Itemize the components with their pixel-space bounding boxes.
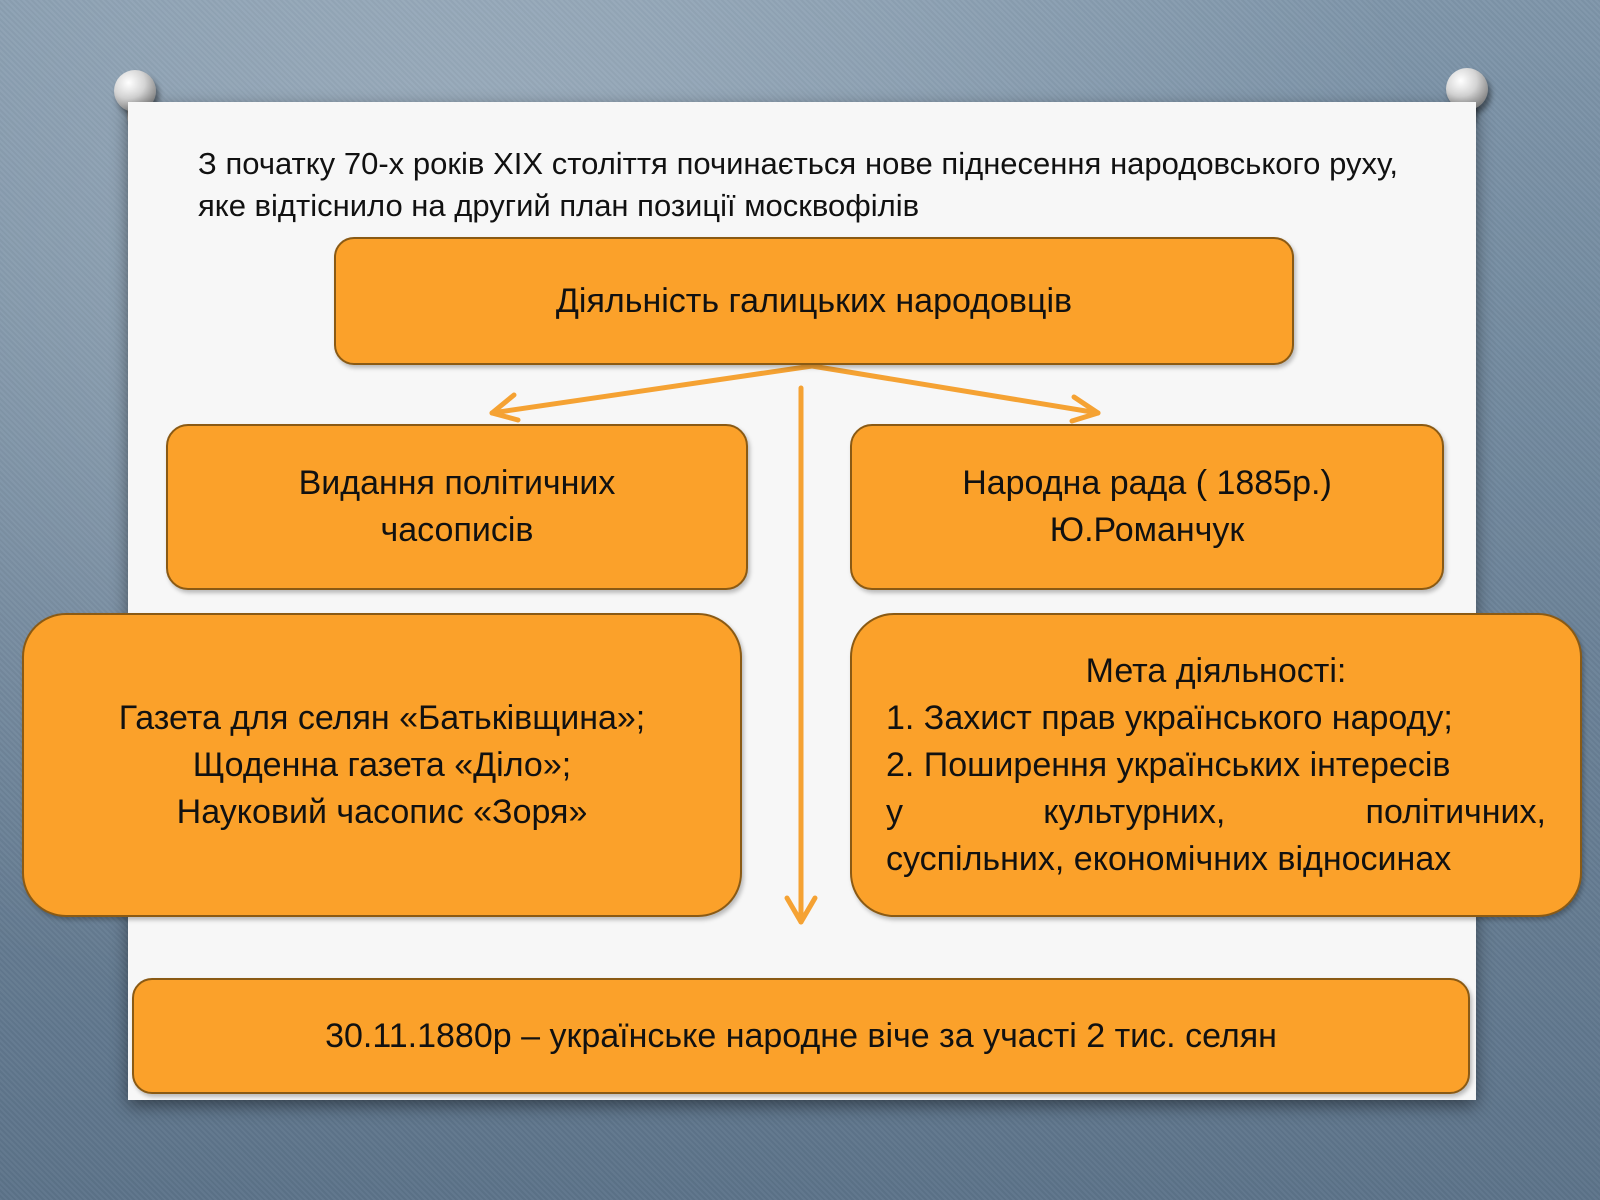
newspapers-box	[22, 613, 742, 917]
intro-text: З початку 70-х років XIX століття починається нове піднесення народовського руху, яке відтіснило на другий план позиції москвофілів	[198, 146, 1398, 223]
narodna-rada-box	[850, 424, 1444, 590]
publishing-line-2: часописів	[380, 511, 534, 549]
newspaper-item: Газета для селян «Батьківщина»;	[118, 698, 646, 737]
goals-title: Мета діяльності:	[1085, 651, 1347, 690]
veche-box	[132, 978, 1470, 1094]
rada-line-1: Народна рада ( 1885р.)	[962, 464, 1332, 502]
goal-item-2: 2. Поширення українських інтересів	[886, 745, 1451, 784]
rada-line-2: Ю.Романчук	[1049, 511, 1245, 549]
publishing-line-1: Видання політичних	[298, 464, 616, 502]
newspaper-item: Щоденна газета «Діло»;	[192, 745, 572, 784]
goal-item-2-end: суспільних, економічних відносинах	[886, 839, 1452, 878]
goal-item-1: 1. Захист прав українського народу;	[886, 698, 1453, 737]
arrow-left-shaft	[492, 366, 812, 413]
goals-box	[850, 613, 1582, 917]
arrow-right-shaft	[812, 366, 1098, 413]
publishing-box	[166, 424, 748, 590]
main-activity-box	[334, 237, 1294, 365]
main-activity-label: Діяльність галицьких народовців	[555, 281, 1073, 320]
veche-label: 30.11.1880р – українське народне віче за участі 2 тис. селян	[325, 1016, 1277, 1055]
newspaper-item: Науковий часопис «Зоря»	[176, 792, 588, 831]
goal-item-2-cont: у культурних, політичних,	[886, 792, 1546, 831]
